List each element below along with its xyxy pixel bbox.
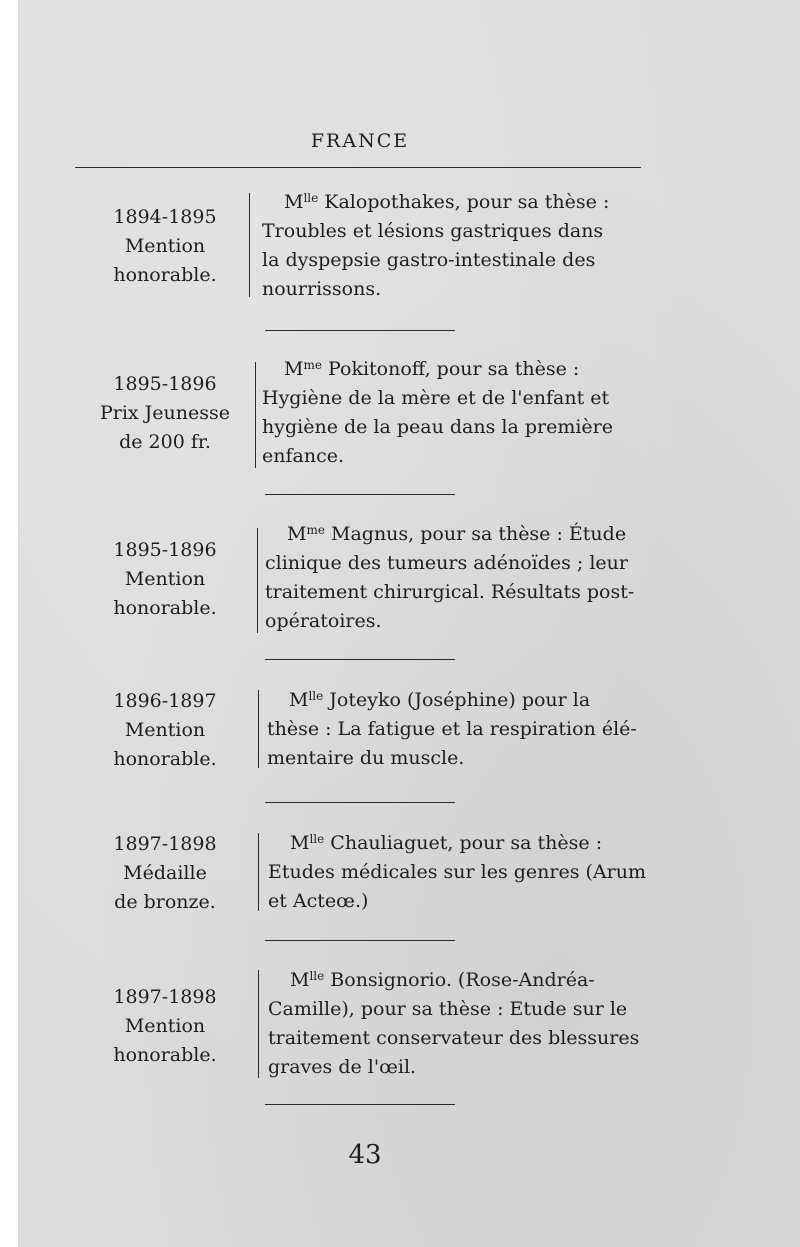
column-divider [249, 193, 250, 297]
entry-text: Camille), pour sa thèse : Etude sur le [268, 998, 628, 1020]
thesis-entry [265, 520, 650, 636]
award-cell [90, 983, 240, 1070]
thesis-entry [268, 829, 653, 916]
award-type: de bronze. [114, 891, 216, 913]
title-abbreviation: me [303, 358, 322, 372]
award-date: 1895-1896 [113, 539, 217, 561]
title-abbreviation: lle [309, 969, 325, 983]
entry-text: Bonsignorio. (Rose-Andréa- [324, 969, 595, 991]
entry-text: Etudes médicales sur les genres (Arum [268, 861, 646, 883]
entry-text: la dyspepsie gastro-intestinale des [262, 249, 596, 271]
entry-prefix: $M^{me}$ [287, 523, 325, 545]
entry-text: Hygiène de la mère et de l'enfant et [262, 387, 610, 409]
thesis-entry [262, 188, 647, 304]
entry-separator [265, 659, 455, 660]
entry-text: traitement chirurgical. Résultats post- [265, 581, 635, 603]
page-number: 43 [348, 1140, 382, 1170]
award-type: honorable. [113, 264, 217, 286]
entry-text: Joteyko (Joséphine) pour la [323, 689, 591, 711]
entry-text: Troubles et lésions gastriques dans [262, 220, 604, 242]
entry-separator [265, 940, 455, 941]
thesis-entry [262, 355, 647, 471]
entry-text: hygiène de la peau dans la première [262, 416, 613, 438]
entry-separator [265, 1104, 455, 1105]
entry-text: enfance. [262, 445, 345, 467]
thesis-entry [267, 686, 652, 773]
entry-separator [265, 330, 455, 331]
title-abbreviation: lle [309, 832, 325, 846]
award-type: Mention [124, 1015, 206, 1037]
award-type: de 200 fr. [119, 431, 211, 453]
award-type: Mention [124, 719, 206, 741]
column-divider [255, 362, 256, 468]
award-cell [90, 370, 240, 457]
award-type: Mention [124, 235, 206, 257]
title-abbreviation: me [306, 523, 325, 537]
entry-prefix: $M^{lle}$ [284, 191, 319, 213]
entry-prefix: $M^{me}$ [284, 358, 322, 380]
award-date: 1896-1897 [113, 690, 217, 712]
entry-text: Magnus, pour sa thèse : Étude [324, 523, 627, 545]
entry-separator [265, 494, 455, 495]
entry-text: graves de l'œil. [268, 1056, 417, 1078]
header-rule [75, 167, 641, 168]
entry-text: traitement conservateur des blessures [268, 1027, 640, 1049]
award-date: 1897-1898 [113, 833, 217, 855]
entry-text: opératoires. [265, 610, 382, 632]
award-type: honorable. [113, 597, 217, 619]
column-divider [258, 833, 259, 911]
entry-prefix: $M^{lle}$ [290, 969, 325, 991]
award-date: 1894-1895 [113, 206, 217, 228]
award-cell [90, 203, 240, 290]
award-type: honorable. [113, 748, 217, 770]
entry-separator [265, 802, 455, 803]
thesis-entry [268, 966, 653, 1082]
award-date: 1897-1898 [113, 986, 217, 1008]
award-type: Médaille [123, 862, 207, 884]
entry-text: mentaire du muscle. [267, 747, 465, 769]
award-cell [90, 830, 240, 917]
award-cell [90, 687, 240, 774]
scan-margin [0, 0, 18, 1247]
award-type: honorable. [113, 1044, 217, 1066]
entry-text: et Acteœ.) [268, 890, 369, 912]
award-date: 1895-1896 [113, 373, 217, 395]
award-type: Prix Jeunesse [99, 402, 231, 424]
column-divider [258, 690, 259, 768]
entry-text: nourrissons. [262, 278, 382, 300]
running-header: FRANCE [310, 130, 410, 152]
entry-text: Chauliaguet, pour sa thèse : [324, 832, 603, 854]
award-type: Mention [124, 568, 206, 590]
entry-prefix: $M^{lle}$ [289, 689, 324, 711]
title-abbreviation: lle [303, 191, 319, 205]
entry-text: thèse : La fatigue et la respiration élé- [267, 718, 637, 740]
entry-text: clinique des tumeurs adénoïdes ; leur [265, 552, 628, 574]
entry-text: Pokitonoff, pour sa thèse : [321, 358, 580, 380]
entry-prefix: $M^{lle}$ [290, 832, 325, 854]
column-divider [258, 970, 259, 1078]
entry-text: Kalopothakes, pour sa thèse : [318, 191, 610, 213]
award-cell [90, 536, 240, 623]
title-abbreviation: lle [308, 689, 324, 703]
column-divider [257, 528, 258, 633]
